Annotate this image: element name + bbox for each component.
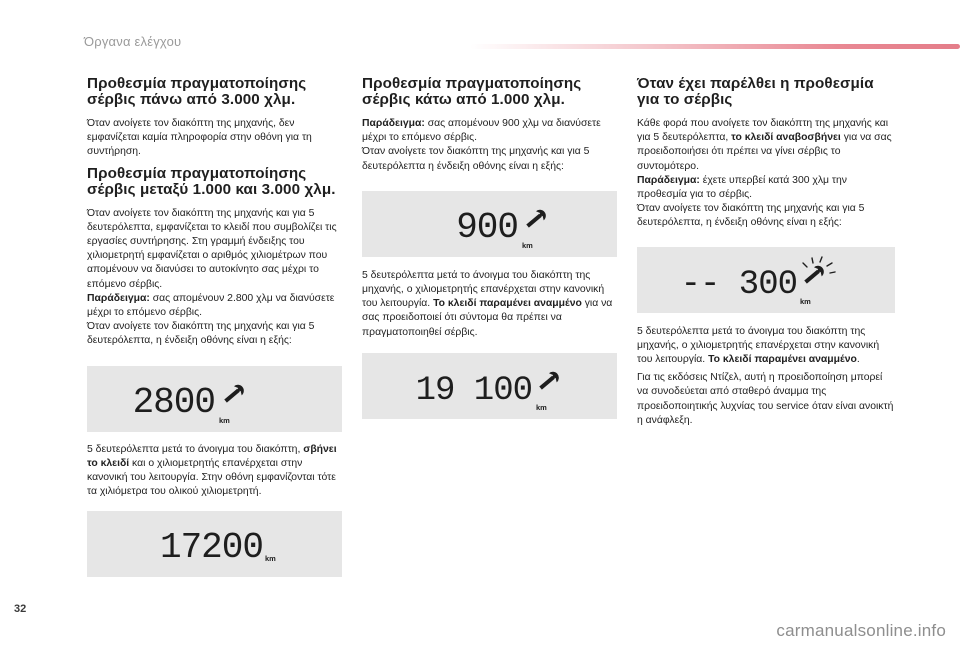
wrench-icon [524,207,549,230]
paragraph-1000-3000: Όταν ανοίγετε τον διακόπτη της μηχανής και για 5 δευτερόλεπτα, εμφανίζεται το κλειδί που συμβολίζει τις εργασίες συντήρησης. Στη γραμμή ένδειξης του χιλιομετρητή εμφανίζεται ο αριθμός χιλιομέτρων που απομένουν να διανύσει το αυτοκίνητο σας μέχρι το επόμενο σέρβις. [87,207,337,290]
header-accent-bar [470,44,960,49]
display-value: 2800 [132,381,215,423]
key-stays-on: Το κλειδί παραμένει αναμμένο [433,298,582,310]
wrench-icon [222,382,247,405]
flashing-wrench-icon [802,257,835,287]
page-number: 32 [14,603,27,615]
key-turns-off: σβήνει το κλειδί [87,443,337,469]
odometer-display-17200 [87,511,342,577]
display-intro-paragraph: Όταν ανοίγετε τον διακόπτη της μηχανής και για 5 δευτερόλεπτα η ένδειξη οθόνης είναι η εξής: [362,146,590,172]
key-stays-on: Το κλειδί παραμένει αναμμένο [708,354,857,366]
display-value: 19 100 [415,371,532,410]
column-2 [362,76,617,419]
section-title: Όργανα ελέγχου [84,34,182,49]
watermark: carmanualsonline.info [776,621,946,640]
column-1 [87,76,342,577]
display-unit: km [800,296,811,306]
heading-over-3000: Προθεσμία πραγματοποίησης σέρβις πάνω από 3.000 χλμ. [87,75,307,108]
display-unit: km [536,402,547,412]
odometer-display-900 [362,191,617,257]
example-label: Παράδειγμα: [87,292,150,304]
odometer-display-19100 [362,353,617,419]
display-unit: km [265,554,276,564]
after-5s-paragraph: 5 δευτερόλεπτα μετά το άνοιγμα του διακόπτη, σβήνει το κλειδί και ο χιλιομετρητής επανέρχεται στην κανονική του λειτουργία. Στην οθόνη εμφανίζονται τότε τα χιλιόμετρα του ολικού χιλιομετρητή. [87,443,337,498]
key-flashes: το κλειδί αναβοσβήνει [731,132,841,144]
example-label: Παράδειγμα: [362,118,425,129]
example-text: σας απομένουν 2.800 χλμ να διανύσετε μέχρι το επόμενο σέρβις. [87,292,335,319]
example-label: Παράδειγμα: [637,174,700,186]
example-paragraph [362,117,617,145]
display-unit: km [219,415,230,425]
heading-1000-3000: Προθεσμία πραγματοποίησης σέρβις μεταξύ 1.000 και 3.000 χλμ. [87,164,336,198]
column-3 [637,76,895,428]
odometer-display-minus-300 [637,247,895,313]
odometer-display-2800 [87,366,342,432]
example-text: έχετε υπερβεί κατά 300 χλμ την προθεσμία για το σέρβις. [637,174,847,201]
display-value: 900 [456,206,518,248]
display-value: -- 300 [680,265,797,304]
overdue-paragraph: Κάθε φορά που ανοίγετε τον διακόπτη της μηχανής και για 5 δευτερόλεπτα, το κλειδί αναβοσβήνει για να σας προειδοποιήσει ότι πρέπει να γίνει σέρβις το συντομότερο. [637,118,892,172]
diesel-note-paragraph: Για τις εκδόσεις Ντίζελ, αυτή η προειδοποίηση μπορεί να συνοδεύεται από σταθερό άναμμα της προειδοποιητικής λυχνίας του service όταν είναι ανοικτή η ανάφλεξη. [637,372,894,426]
wrench-icon [537,369,562,392]
display-intro-paragraph: Όταν ανοίγετε τον διακόπτη της μηχανής και για 5 δευτερόλεπτα, η ένδειξη οθόνης είναι η εξής: [637,203,865,229]
example-text: σας απομένουν 900 χλμ να διανύσετε μέχρι το επόμενο σέρβις. [362,118,601,144]
display-intro-paragraph: Όταν ανοίγετε τον διακόπτη της μηχανής και για 5 δευτερόλεπτα, η ένδειξη οθόνης είναι η εξής: [87,321,315,347]
display-value: 17200 [159,527,263,569]
heading-overdue: Όταν έχει παρέλθει η προθεσμία για το σέρβις [637,75,874,108]
example-paragraph [637,174,895,202]
after-5s-paragraph: 5 δευτερόλεπτα μετά το άνοιγμα του διακόπτη της μηχανής, ο χιλιομετρητής επανέρχεται στην κανονική του λειτουργία. Το κλειδί παραμένει αναμμένο. [637,325,880,366]
paragraph-over-3000: Όταν ανοίγετε τον διακόπτη της μηχανής, δεν εμφανίζεται καμία πληροφορία στην οθόνη για τη συντήρηση. [87,118,312,158]
display-unit: km [522,240,533,250]
after-5s-paragraph: 5 δευτερόλεπτα μετά το άνοιγμα του διακόπτη της μηχανής, ο χιλιομετρητής επανέρχεται στην κανονική του λειτουργία. Το κλειδί παραμένει αναμμένο για να σας προειδοποιεί ότι σύντομα θα πρέπει να πραγματοποιηθεί σέρβις. [362,269,613,338]
example-paragraph [87,292,342,320]
heading-under-1000: Προθεσμία πραγματοποίησης σέρβις κάτω από 1.000 χλμ. [362,75,582,108]
